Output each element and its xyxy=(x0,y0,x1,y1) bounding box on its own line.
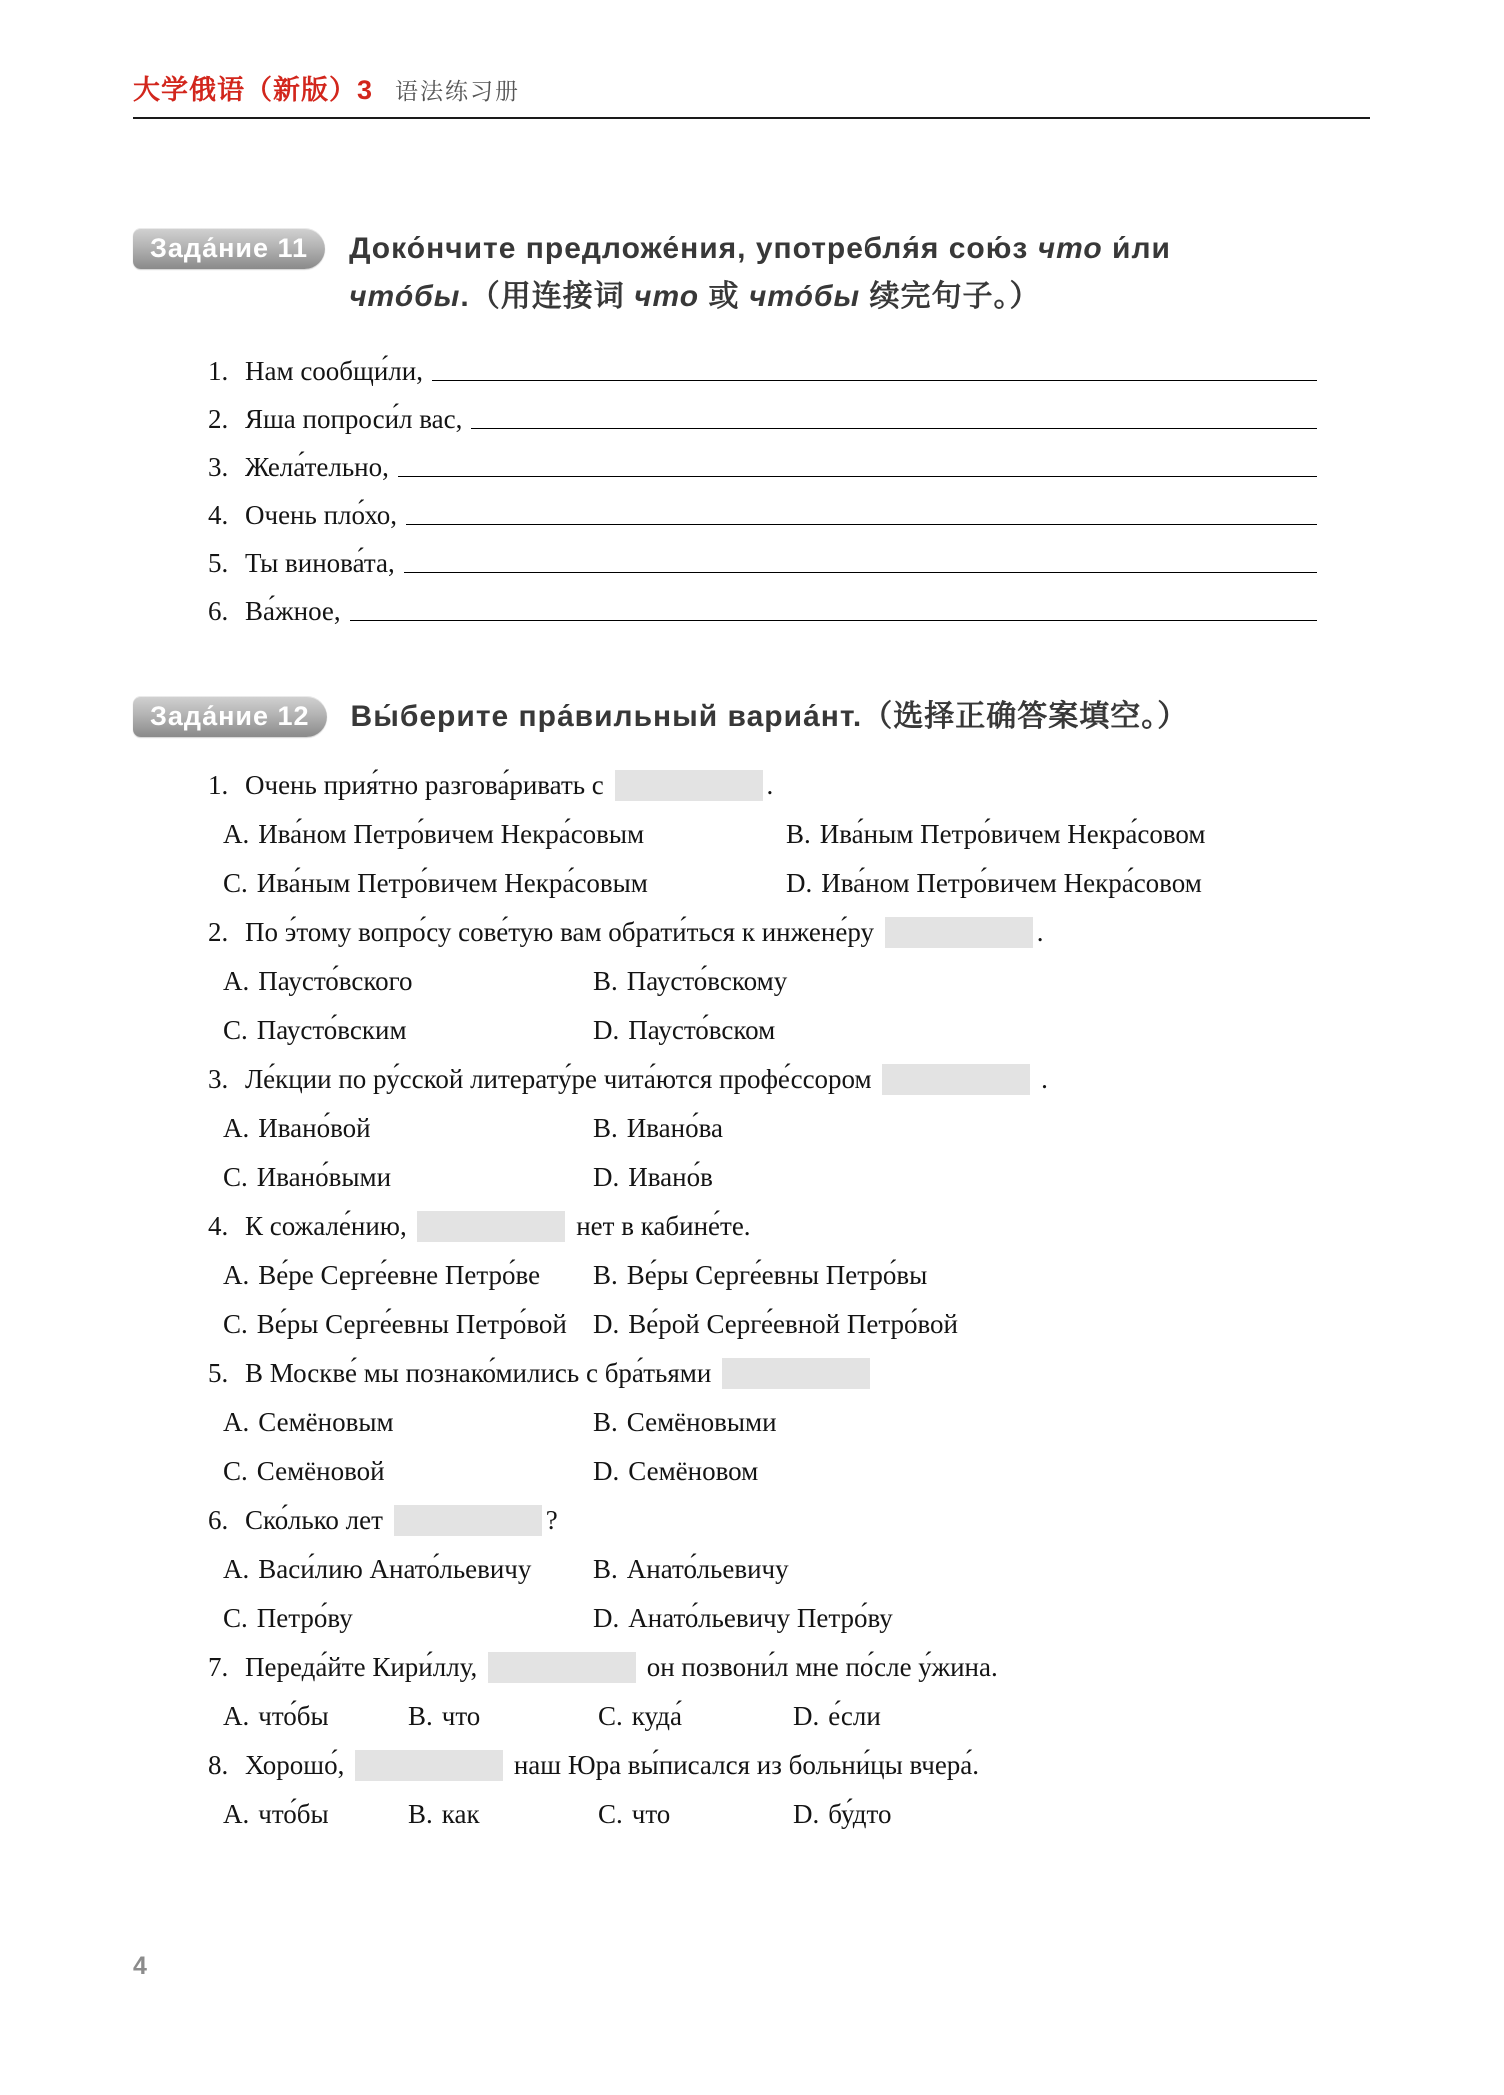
answer-option xyxy=(223,1006,593,1055)
option-text: Ивано́ва xyxy=(626,1113,723,1143)
answer-option xyxy=(223,1251,593,1300)
answer-option xyxy=(223,1104,593,1153)
task-12-instruction xyxy=(351,693,1189,741)
instruction-line-2 xyxy=(349,273,1171,321)
answer-blank-line xyxy=(471,428,1317,429)
option-label: D. xyxy=(593,1015,620,1045)
question-number: 2. xyxy=(208,917,229,947)
option-text: бу́дто xyxy=(828,1799,892,1829)
answer-option xyxy=(408,1692,598,1741)
question-text: К сожале́нию, xyxy=(245,1211,414,1241)
answer-blank-box xyxy=(615,770,763,801)
option-text: Ве́ры Серге́евны Петро́вы xyxy=(626,1260,928,1290)
question-number: 1. xyxy=(208,770,229,800)
question-text: Очень прия́тно разгова́ривать с xyxy=(245,770,611,800)
fill-in-item xyxy=(133,395,1317,443)
option-label: B. xyxy=(786,819,811,849)
option-label: B. xyxy=(593,1260,618,1290)
answer-option xyxy=(786,859,1370,908)
option-text: Анато́льевичу xyxy=(626,1554,789,1584)
task-11-instruction xyxy=(349,225,1171,321)
option-text: что xyxy=(631,1799,671,1829)
answer-blank-box xyxy=(417,1211,565,1242)
question-number: 5. xyxy=(208,1358,229,1388)
option-text: Ивано́в xyxy=(628,1162,713,1192)
instruction-line: Вы́берите пра́вильный вариа́нт.（选择正确答案填空。） xyxy=(350,700,1189,733)
option-text: Ива́ным Петро́вичем Некра́совым xyxy=(256,868,648,898)
option-label: D. xyxy=(793,1799,820,1829)
instruction-text: .（用连接词 xyxy=(460,280,635,313)
instruction-text: 续完句子。） xyxy=(860,280,1041,313)
question-stem xyxy=(133,1741,1370,1790)
option-label: B. xyxy=(593,1113,618,1143)
answer-option xyxy=(593,1447,1370,1496)
question-text-after-blank: . xyxy=(766,770,774,800)
question-number: 6. xyxy=(208,1505,229,1535)
answer-blank-line xyxy=(404,572,1317,573)
option-label: B. xyxy=(593,1407,618,1437)
task-11-section xyxy=(133,225,1370,635)
question-number: 4. xyxy=(208,1211,229,1241)
task-12-heading xyxy=(133,693,1370,741)
item-number: 4. xyxy=(208,500,229,530)
option-text: Паусто́вского xyxy=(258,966,413,996)
answer-option xyxy=(598,1692,793,1741)
option-label: C. xyxy=(223,1015,248,1045)
instruction-italic-word: что xyxy=(1037,232,1103,265)
option-text: Ива́ном Петро́вичем Некра́совым xyxy=(258,819,645,849)
option-label: B. xyxy=(408,1701,433,1731)
answer-option xyxy=(793,1790,1370,1839)
instruction-line-1 xyxy=(349,225,1171,273)
answer-blank-box xyxy=(488,1652,636,1683)
option-text: Ива́ным Петро́вичем Некра́совом xyxy=(819,819,1206,849)
options-row xyxy=(133,1251,1370,1300)
question-text-after-blank: ? xyxy=(545,1505,558,1535)
option-text: что́бы xyxy=(258,1799,329,1829)
option-text: Ве́ре Серге́евне Петро́ве xyxy=(258,1260,541,1290)
option-label: D. xyxy=(593,1456,620,1486)
answer-blank-line xyxy=(406,524,1317,525)
option-label: A. xyxy=(223,1113,250,1143)
option-label: D. xyxy=(593,1603,620,1633)
answer-option xyxy=(593,1104,1370,1153)
instruction-text: 或 xyxy=(699,280,749,313)
option-text: куда́ xyxy=(631,1701,683,1731)
answer-blank-box xyxy=(882,1064,1030,1095)
answer-option xyxy=(786,810,1370,859)
question-text-after-blank: . xyxy=(1036,917,1044,947)
option-text: Паусто́вском xyxy=(628,1015,776,1045)
options-row xyxy=(133,859,1370,908)
option-label: B. xyxy=(593,1554,618,1584)
option-label: D. xyxy=(786,868,813,898)
option-text: Анато́льевичу Петро́ву xyxy=(628,1603,893,1633)
option-label: D. xyxy=(793,1701,820,1731)
question-stem xyxy=(133,908,1370,957)
options-row xyxy=(133,1398,1370,1447)
answer-option xyxy=(593,1594,1370,1643)
question-number: 7. xyxy=(208,1652,229,1682)
instruction-italic-word: что xyxy=(634,280,700,313)
task-12-badge xyxy=(133,696,327,737)
answer-option xyxy=(223,859,786,908)
question-text-after-blank: нет в кабине́те. xyxy=(569,1211,751,1241)
option-label: C. xyxy=(598,1799,623,1829)
options-row xyxy=(133,1447,1370,1496)
book-subtitle: 语法练习册 xyxy=(395,78,521,104)
answer-option xyxy=(223,1545,593,1594)
option-text: Семёновом xyxy=(628,1456,759,1486)
option-text: Васи́лию Анато́льевичу xyxy=(258,1554,532,1584)
answer-option xyxy=(223,1790,408,1839)
answer-option xyxy=(593,1300,1370,1349)
answer-blank-box xyxy=(355,1750,503,1781)
question-text-after-blank: наш Юра вы́писался из больни́цы вчера́. xyxy=(507,1750,980,1780)
item-number: 1. xyxy=(208,356,229,386)
question-stem xyxy=(133,761,1370,810)
fill-in-item xyxy=(133,443,1317,491)
fill-in-item xyxy=(133,347,1317,395)
option-label: C. xyxy=(223,1162,248,1192)
options-row xyxy=(133,810,1370,859)
option-label: B. xyxy=(408,1799,433,1829)
option-text: Ве́ры Серге́евны Петро́вой xyxy=(256,1309,567,1339)
task-11-heading xyxy=(133,225,1370,321)
question-stem xyxy=(133,1202,1370,1251)
option-label: A. xyxy=(223,1554,250,1584)
task-11-badge xyxy=(133,228,325,269)
question-text: По э́тому вопро́су сове́тую вам обрати́ться к инжене́ру xyxy=(245,917,881,947)
option-label: A. xyxy=(223,1407,250,1437)
page-header xyxy=(133,68,1370,119)
option-text: Семёновыми xyxy=(626,1407,777,1437)
option-text: Семёновым xyxy=(258,1407,394,1437)
instruction-text: и́ли xyxy=(1102,232,1171,265)
item-number: 2. xyxy=(208,404,229,434)
question-number: 3. xyxy=(208,1064,229,1094)
item-text: Нам сообщи́ли, xyxy=(245,356,423,386)
options-row xyxy=(133,1790,1370,1839)
option-label: C. xyxy=(598,1701,623,1731)
task-12-badge-label: Зада́ние 12 xyxy=(150,701,310,731)
answer-option xyxy=(223,957,593,1006)
question-text-after-blank: он позвони́л мне по́сле у́жина. xyxy=(639,1652,998,1682)
item-text: Жела́тельно, xyxy=(245,452,389,482)
option-text: Ивано́вой xyxy=(258,1113,371,1143)
answer-option xyxy=(593,1251,1370,1300)
question-text: В Москве́ мы познако́мились с бра́тьями xyxy=(245,1358,719,1388)
answer-option xyxy=(593,1006,1370,1055)
fill-in-item xyxy=(133,491,1317,539)
item-text: Очень пло́хо, xyxy=(245,500,398,530)
item-text: Ва́жное, xyxy=(245,596,341,626)
options-row xyxy=(133,1692,1370,1741)
option-label: A. xyxy=(223,819,250,849)
question-text: Ско́лько лет xyxy=(245,1505,390,1535)
option-label: A. xyxy=(223,1701,250,1731)
options-row xyxy=(133,1153,1370,1202)
option-text: Паусто́вскому xyxy=(626,966,788,996)
answer-option xyxy=(223,1594,593,1643)
answer-option xyxy=(593,957,1370,1006)
item-text: Ты винова́та, xyxy=(245,548,395,578)
question-stem xyxy=(133,1496,1370,1545)
options-row xyxy=(133,957,1370,1006)
options-row xyxy=(133,1545,1370,1594)
option-label: B. xyxy=(593,966,618,996)
option-label: D. xyxy=(593,1162,620,1192)
option-text: Ве́рой Серге́евной Петро́вой xyxy=(628,1309,958,1339)
options-row xyxy=(133,1594,1370,1643)
options-row xyxy=(133,1300,1370,1349)
option-label: A. xyxy=(223,966,250,996)
item-text: Яша попроси́л вас, xyxy=(245,404,463,434)
options-row xyxy=(133,1104,1370,1153)
answer-blank-line xyxy=(398,476,1317,477)
task-12-section xyxy=(133,693,1370,1839)
options-row xyxy=(133,1006,1370,1055)
option-label: A. xyxy=(223,1260,250,1290)
question-text: Ле́кции по ру́сской литерату́ре чита́ются профе́ссором xyxy=(245,1064,879,1094)
option-text: Ива́ном Петро́вичем Некра́совом xyxy=(821,868,1202,898)
question-text: Переда́йте Кири́ллу, xyxy=(245,1652,484,1682)
option-label: C. xyxy=(223,1603,248,1633)
option-text: что xyxy=(441,1701,481,1731)
fill-in-item xyxy=(133,587,1317,635)
option-text: Паусто́вским xyxy=(256,1015,407,1045)
option-text: Семёновой xyxy=(256,1456,385,1486)
question-text: Хорошо́, xyxy=(245,1750,352,1780)
instruction-text: Доко́нчите предложе́ния, употребля́я сою́з xyxy=(349,232,1038,265)
option-label: D. xyxy=(593,1309,620,1339)
fill-in-item xyxy=(133,539,1317,587)
option-text: как xyxy=(441,1799,480,1829)
answer-blank-line xyxy=(350,620,1317,621)
item-number: 6. xyxy=(208,596,229,626)
question-stem xyxy=(133,1349,1370,1398)
question-text-after-blank: . xyxy=(1034,1064,1048,1094)
option-text: Петро́ву xyxy=(256,1603,353,1633)
answer-option xyxy=(593,1398,1370,1447)
task-12-item-list xyxy=(133,761,1370,1839)
question-stem xyxy=(133,1055,1370,1104)
question-stem xyxy=(133,1643,1370,1692)
answer-option xyxy=(593,1153,1370,1202)
header-rule xyxy=(133,117,1370,119)
answer-option xyxy=(793,1692,1370,1741)
answer-option xyxy=(593,1545,1370,1594)
option-text: Ивано́выми xyxy=(256,1162,392,1192)
instruction-italic-word: что́бы xyxy=(748,280,861,313)
answer-blank-box xyxy=(394,1505,542,1536)
task-11-item-list xyxy=(133,347,1370,635)
answer-blank-line xyxy=(432,380,1317,381)
book-title: 大学俄语（新版）3 xyxy=(133,75,374,105)
item-number: 3. xyxy=(208,452,229,482)
option-text: что́бы xyxy=(258,1701,329,1731)
page-number: 4 xyxy=(133,1952,147,1980)
item-number: 5. xyxy=(208,548,229,578)
task-11-badge-label: Зада́ние 11 xyxy=(150,233,309,263)
answer-option xyxy=(223,810,786,859)
answer-option xyxy=(598,1790,793,1839)
answer-blank-box xyxy=(722,1358,870,1389)
answer-option xyxy=(223,1692,408,1741)
option-label: C. xyxy=(223,1456,248,1486)
answer-option xyxy=(223,1153,593,1202)
answer-option xyxy=(223,1300,593,1349)
question-number: 8. xyxy=(208,1750,229,1780)
answer-blank-box xyxy=(885,917,1033,948)
answer-option xyxy=(223,1398,593,1447)
answer-option xyxy=(223,1447,593,1496)
option-label: C. xyxy=(223,1309,248,1339)
option-text: е́сли xyxy=(828,1701,881,1731)
option-label: A. xyxy=(223,1799,250,1829)
option-label: C. xyxy=(223,868,248,898)
answer-option xyxy=(408,1790,598,1839)
instruction-italic-word: что́бы xyxy=(349,280,461,313)
